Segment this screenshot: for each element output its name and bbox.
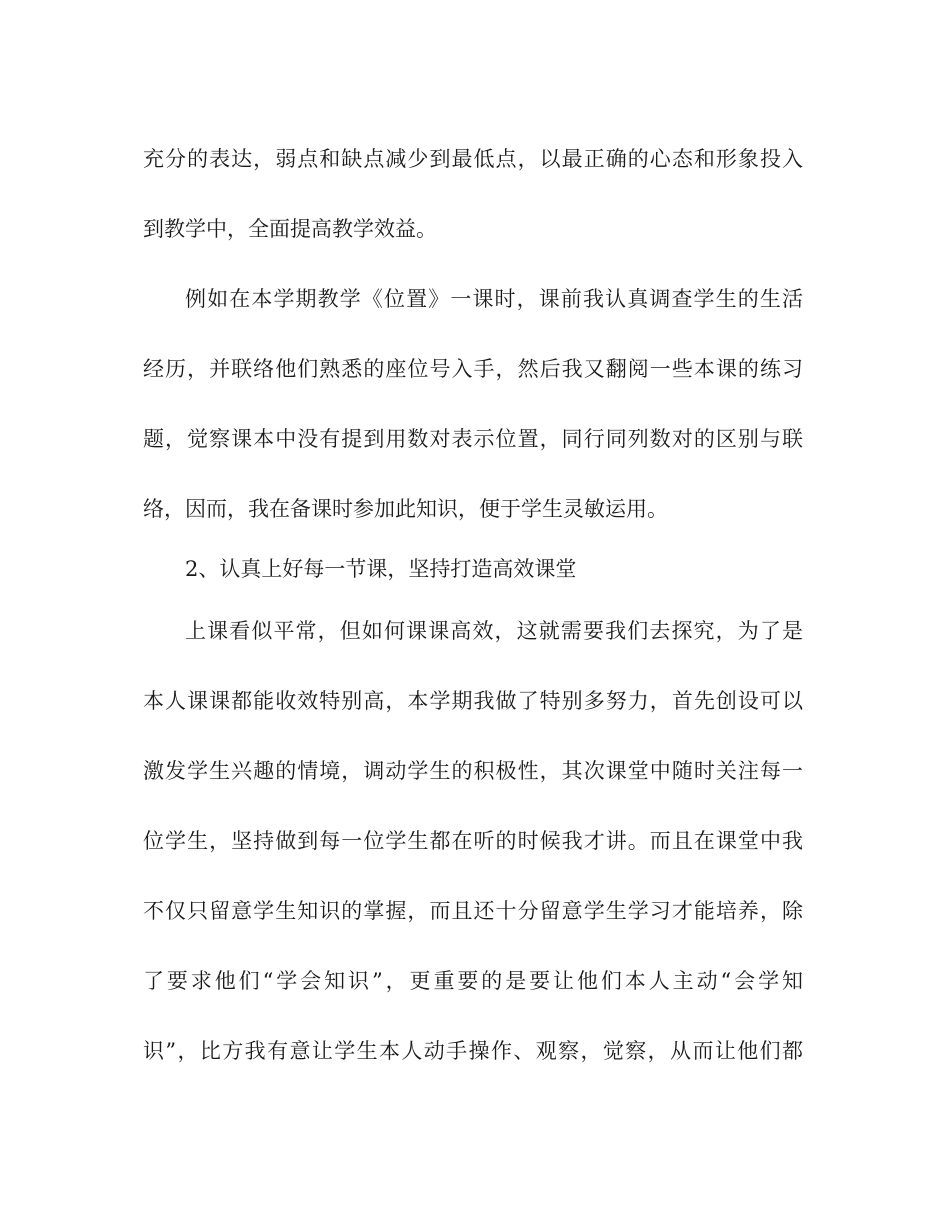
paragraph-line: 识”，比方我有意让学生本人动手操作、观察，觉察，从而让他们都 — [143, 1039, 803, 1063]
section-heading: 2、认真上好每一节课，坚持打造高效课堂 — [185, 557, 577, 581]
paragraph-line: 位学生，坚持做到每一位学生都在听的时候我才讲。而且在课堂中我 — [143, 829, 803, 853]
paragraph-first-line: 例如在本学期教学《位置》一课时，课前我认真调查学生的生活 — [185, 287, 803, 311]
paragraph-line: 了要求他们“学会知识”，更重要的是要让他们本人主动“会学知 — [143, 969, 803, 993]
paragraph-line: 题，觉察课本中没有提到用数对表示位置，同行同列数对的区别与联 — [143, 427, 803, 451]
paragraph-line: 络，因而，我在备课时参加此知识，便于学生灵敏运用。 — [143, 497, 668, 521]
paragraph-line: 到教学中，全面提高教学效益。 — [143, 217, 437, 241]
paragraph-line: 充分的表达，弱点和缺点减少到最低点，以最正确的心态和形象投入 — [143, 147, 803, 171]
paragraph-line: 本人课课都能收效特别高，本学期我做了特别多努力，首先创设可以 — [143, 689, 803, 713]
paragraph-line: 激发学生兴趣的情境，调动学生的积极性，其次课堂中随时关注每一 — [143, 759, 803, 783]
paragraph-first-line: 上课看似平常，但如何课课高效，这就需要我们去探究，为了是 — [185, 619, 803, 643]
paragraph-line: 不仅只留意学生知识的掌握，而且还十分留意学生学习才能培养，除 — [143, 899, 803, 923]
paragraph-line: 经历，并联络他们熟悉的座位号入手，然后我又翻阅一些本课的练习 — [143, 357, 803, 381]
